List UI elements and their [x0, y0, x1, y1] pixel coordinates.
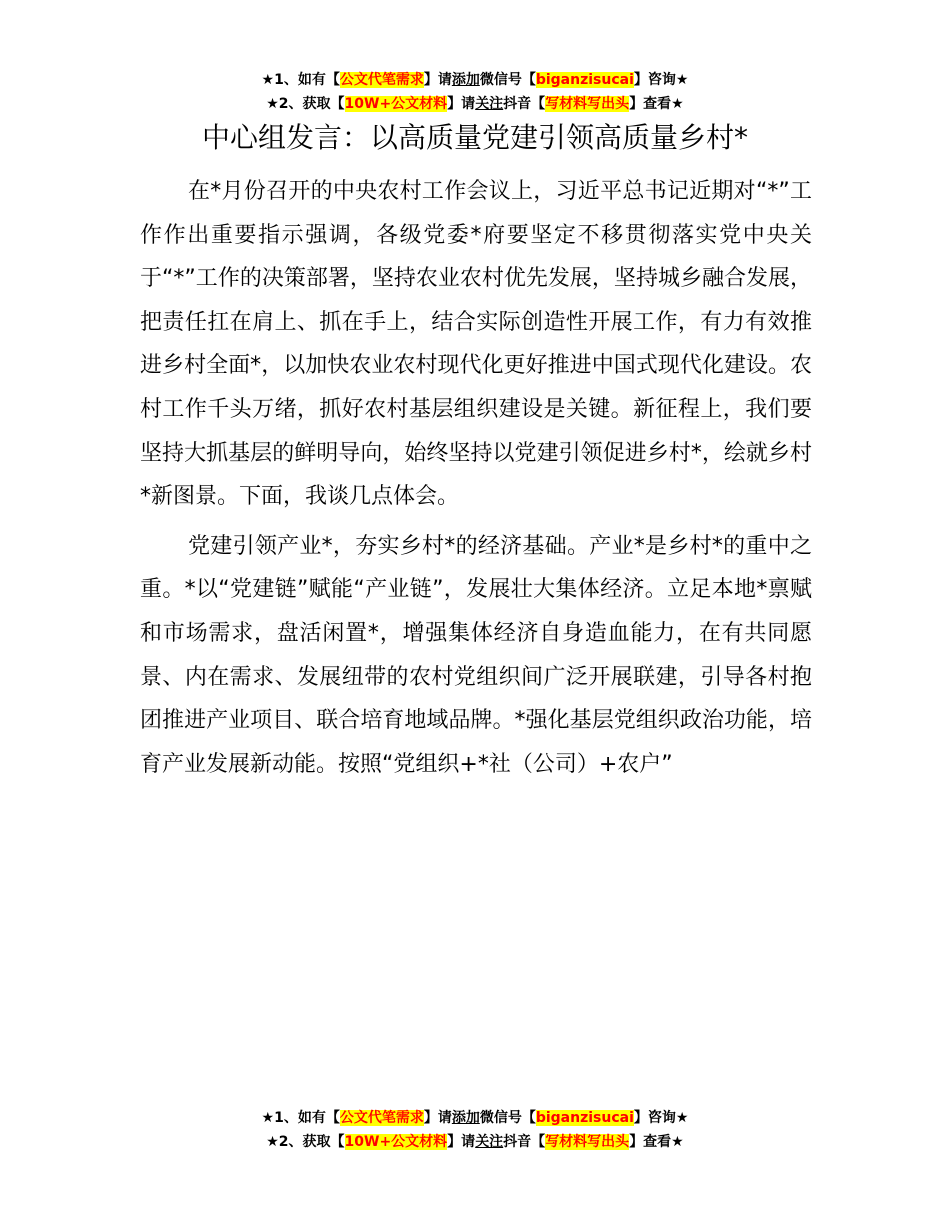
highlight-douyin-account: 写材料写出头	[545, 1134, 630, 1150]
paragraph: 党建引领产业*，夯实乡村*的经济基础。产业*是乡村*的重中之重。*以“党建链”赋能“产业链”，发展壮大集体经济。立足本地*禀赋和市场需求，盘活闲置*，增强集体经济自身造血能力，在有共同愿景、内在需求、发展纽带的农村党组织间广泛开展联建，引导各村抱团推进产业项目、联合培育地域品牌。*强化基层党组织政治功能，培育产业发展新动能。按照“党组织+*社（公司）+农户”	[140, 533, 812, 777]
header-banner	[0, 68, 950, 116]
underlined-text: 添加	[451, 1110, 480, 1126]
underlined-text: 添加	[451, 72, 480, 88]
footer-banner	[0, 1106, 950, 1154]
highlight-materials: 10W+公文材料	[344, 96, 448, 112]
banner-line-2	[0, 92, 950, 116]
banner-line-1	[0, 68, 950, 92]
banner-text: ★2、获取【	[266, 96, 345, 112]
banner-text: ★1、如有【	[261, 1110, 340, 1126]
highlight-materials: 10W+公文材料	[344, 1134, 448, 1150]
banner-text: 】请	[423, 72, 452, 88]
highlight-wechat-id: biganzisucai	[535, 72, 634, 88]
highlight-service: 公文代笔需求	[339, 72, 424, 88]
highlight-douyin-account: 写材料写出头	[545, 96, 630, 112]
banner-text: 抖音【	[503, 1134, 546, 1150]
banner-text: ★1、如有【	[261, 72, 340, 88]
banner-text: 】请	[447, 96, 476, 112]
banner-line-2	[0, 1130, 950, 1154]
underlined-text: 关注	[475, 1134, 504, 1150]
banner-text: 】查看★	[629, 1134, 684, 1150]
highlight-service: 公文代笔需求	[339, 1110, 424, 1126]
banner-text: 微信号【	[479, 1110, 536, 1126]
document-body	[140, 170, 812, 792]
banner-text: 】咨询★	[633, 72, 689, 88]
banner-text: 】查看★	[629, 96, 684, 112]
banner-text: 】请	[447, 1134, 476, 1150]
banner-text: 抖音【	[503, 96, 546, 112]
banner-text: 微信号【	[479, 72, 536, 88]
highlight-wechat-id: biganzisucai	[535, 1110, 634, 1126]
document-title: 中心组发言：以高质量党建引领高质量乡村*	[201, 121, 748, 154]
banner-line-1	[0, 1106, 950, 1130]
banner-text: 】咨询★	[633, 1110, 689, 1126]
underlined-text: 关注	[475, 96, 504, 112]
banner-text: 】请	[423, 1110, 452, 1126]
banner-text: ★2、获取【	[266, 1134, 345, 1150]
paragraph: 在*月份召开的中央农村工作会议上，习近平总书记近期对“*”工作作出重要指示强调，各级党委*府要坚定不移贯彻落实党中央关于“*”工作的决策部署，坚持农业农村优先发展，坚持城乡融合发展，把责任扛在肩上、抓在手上，结合实际创造性开展工作，有力有效推进乡村全面*，以加快农业农村现代化更好推进中国式现代化建设。农村工作千头万绪，抓好农村基层组织建设是关键。新征程上，我们要坚持大抓基层的鲜明导向，始终坚持以党建引领促进乡村*，绘就乡村*新图景。下面，我谈几点体会。	[140, 179, 813, 510]
